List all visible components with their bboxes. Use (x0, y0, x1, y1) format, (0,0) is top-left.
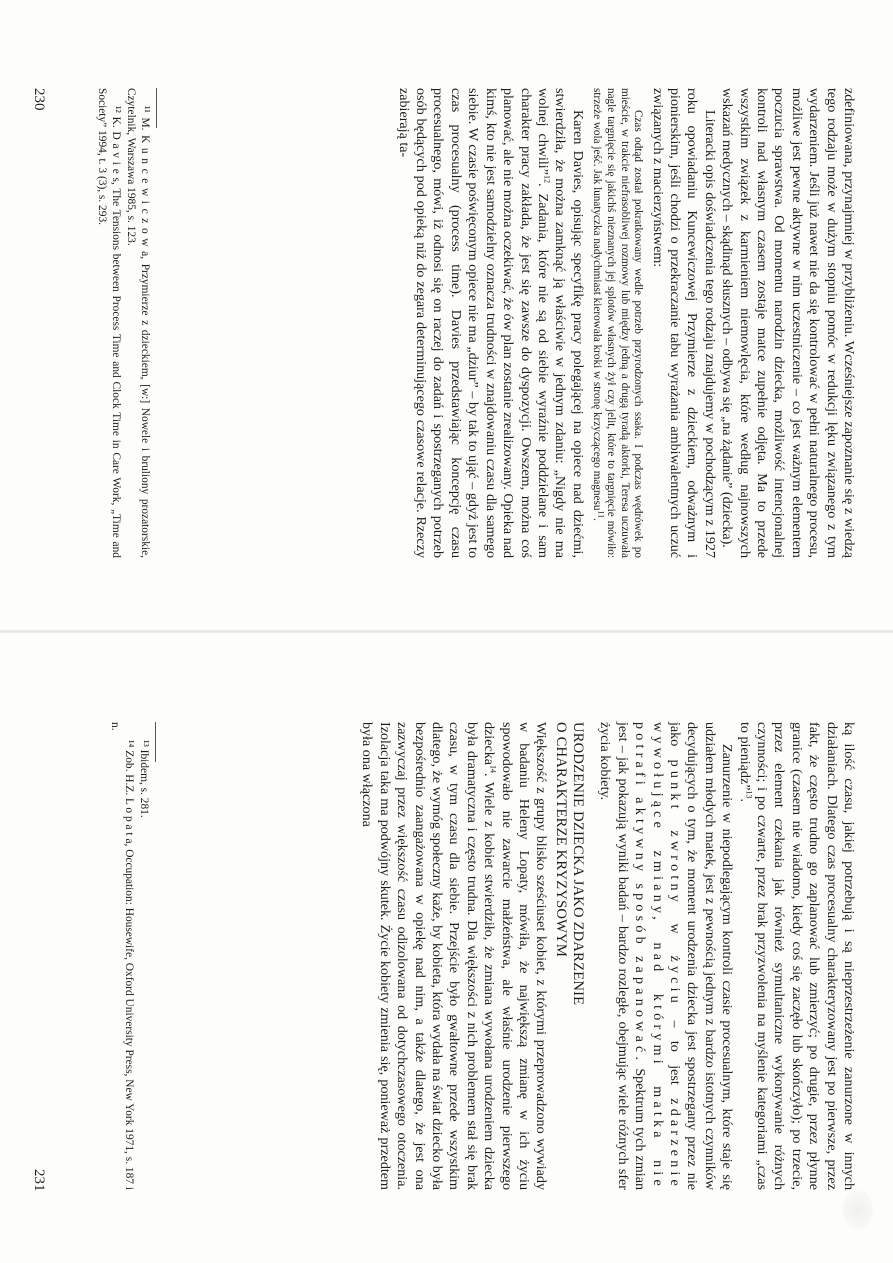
footnote-14: ¹⁴ Zob. H.Z. L o p a t a, Occupation: Housewife, Oxford University Press, New York 1971, s. 187 i n. (109, 722, 135, 1190)
right-paragraph-2-b: – to jest (666, 1020, 683, 1085)
right-page-body (358, 722, 857, 1190)
footnote-11: ¹¹ M. K u n c e w i c z o w a, Przymierze z dzieckiem, [w:] Nowele i bruliony prozatorskie, Czytelnik, Warszawa 1985, s. 123. (125, 88, 151, 558)
footnote-ref-14: 14 (488, 765, 498, 774)
footnote-rule (156, 88, 157, 128)
footnote-rule (155, 722, 156, 762)
footnote-ref-12: 12 (542, 174, 552, 183)
right-footnotes (107, 722, 166, 1190)
left-paragraph-3-part1: Karen Davies, opisując specyfikę pracy polegającej na opiece nad dziećmi, stwierdziła, że można zamknąć ją właściwie w jednym zdaniu: „Nigdy nie ma wolnej chwili” (534, 88, 586, 558)
right-paragraph-2-c: Spektrum tych zmian jest – jak pokazują wyniki badań – bardzo rozległe, obejmując wiele różnych sfer życia kobiety. (597, 722, 649, 1190)
left-paragraph-3 (394, 88, 585, 558)
page-number-left: 230 (31, 88, 47, 111)
section-heading-line-1: URODZENIE DZIECKA JAKO ZDARZENIE (569, 722, 586, 1006)
left-paragraph-1: zdefiniowana, przynajmniej w przybliżeniu. Wcześniejsze zapoznanie się z wiedzą tego rodzaju może w dużym stopniu pomóc w redukcji lęku związanego z tym wydarzeniem. Jeśli już nawet nie da się kontrolować w pełni naturalnego procesu, możliwe jest pewne aktywne w nim uczestniczenie – co jest ważnym elementem poczucia sprawstwa. Od momentu narodzin dziecka, możliwość intencjonalnej kontroli nad własnym czasem zostaje matce zupełnie odjęta. Ma to przede wszystkim związek z karmieniem niemowlęcia, które według najnowszych wskazań medycznych – skądinąd słusznych – odbywa się „na żądanie” (dziecka). (719, 88, 857, 558)
block-quote-text: Czas odtąd został pokratkowany wedle potrzeb przyrodzonych ssaka. I podczas wędrówek po mieście, w trakcie niefrasobliwej rozmowy lub między jedną a drugą tyradą aktorki, Teresa uczuwała nagle targnięcie się jakichś nieznanych jej splotów własnych żył czy jelit, które to targnięcie mówiło: strzeże wola jeść. Jak lunatyczka nadychmiast kierowała kroki w stronę krzyczącego magnesu (591, 88, 645, 558)
emphasis-turning-point: punkt zwrotny w życiu (666, 759, 683, 1008)
left-paragraph-2: Literacki opis doświadczenia tego rodzaju znajdujemy w pochodzącym z 1927 roku opowiadaniu Kuncewiczowej Przymierze z dzieckiem, odważnym i pionierskim, jeśli chodzi o przekraczanie tabu wyrażania ambiwalentnych uczuć związanych z macierzyństwem: (649, 88, 718, 558)
footnote-12: ¹² K. D a v i e s, The Tensions between Process Time and Clock Time in Care Work, „Time and Society” 1994, t. 3 (3), s. 293. (96, 88, 122, 558)
footnote-ref-13: 13 (744, 790, 754, 799)
right-paragraph-2 (596, 722, 735, 1190)
footnote-ref-11: 11 (597, 510, 607, 519)
right-paragraph-3 (358, 722, 549, 1190)
right-paragraph-1-text: ką ilość czasu, jakiej potrzebują i są nieprzestrzeżenie zanurzone w innych działaniach. Dlatego czas procesualny charakteryzowany jest po pierwsze, przez fakt, że często trudno go zaplanować lub zmierzyć; po drugie, przez płynne granice (czasem nie wiadomo, kiedy coś się zaczęło lub skończyło); po trzecie, przez element czekania jak również symultaniczne wykonywanie różnych czynności; i po czwarte, przez brak przyzwolenia na myślenie kategoriami „czas to pieniądz” (736, 722, 857, 1190)
right-paragraph-2-a: Zanurzenie w niepodlegającym kontroli czasie procesualnym, które staje się udziałem młodych matek, jest z pewnością jednym z bardzo istotnych czynników decydujących o tym, że moment urodzenia dziecka jest spostrzegany przez nie jako (666, 722, 736, 1190)
page-number-right: 231 (31, 1169, 47, 1192)
right-paragraph-3-part2: . Wiele z kobiet stwierdziło, że zmiana wywołana urodzeniem dziecka była dramatyczna i często trudna. Dla większości z nich problemem stał się brak czasu, w tym czasu dla siebie. Przejście było gwałtowne przede wszystkim dlatego, że wymóg społeczny każe, by kobieta, która wydała na świat dziecko była bezpośrednio zaangażowana w opiekę nad nim, a także dlatego, że jest ona zazwyczaj przez większość czasu odizolowana od dotychczasowego otoczenia. Izolacja taka ma podwójny skutek. Życie kobiety zmienia się, ponieważ przedtem była ona włączona (359, 722, 498, 1190)
left-footnotes (94, 88, 167, 558)
section-heading (552, 722, 586, 1190)
section-heading-line-2: O CHARAKTERZE KRYZYSOWYM (552, 722, 569, 958)
left-page-body (394, 88, 857, 558)
block-quote: Czas odtąd został pokratkowany wedle potrzeb przyrodzonych ssaka. I podczas wędrówek po mieście, w trakcie niefrasobliwej rozmowy lub między jedną a drugą tyradą aktorki, Teresa uczuwała nagle targnięcie się jakichś nieznanych jej splotów własnych żył czy jelit, które to targnięcie mówiło: strzeże wola jeść. Jak lunatyczka nadychmiast kierowała kroki w stronę krzyczącego magnesu$^{11}$. (591, 88, 645, 558)
right-paragraph-1: ką ilość czasu, jakiej potrzebują i są nieprzestrzeżenie zanurzone w innych działaniach. Dlatego czas procesualny charakteryzowany jest po pierwsze, przez fakt, że często trudno go zaplanować lub zmierzyć; po drugie, przez płynne granice (czasem nie wiadomo, kiedy coś się zaczęło lub skończyło); po trzecie, przez element czekania jak również symultaniczne wykonywanie różnych czynności; i po czwarte, przez brak przyzwolenia na myślenie kategoriami „czas to pieniądz”$^{13}$. (736, 722, 857, 1190)
left-page (0, 0, 893, 631)
footnote-13: ¹³ Ibidem, s. 281. (138, 740, 150, 818)
right-page (0, 632, 893, 1263)
left-paragraph-3-part2: . Zadania, które nie są od siebie wyraźnie poddzielane i sam charakter pracy zakłada, że jest się zawsze do dyspozycji. Owszem, można coś planować, ale nie można oczekiwać, że ów plan zostanie zrealizowany. Opieka nad kimś, kto nie jest samodzielny oznacza trudności w znajdowaniu czasu dla samego siebie. W czasie poświęconym opiece nie ma „dziur” – by tak to ująć – gdyż jest to czas procesualny (process time). Davies przedstawiając koncepcję czasu procesualnego, mówi, iż odnosi się on raczej do zadań i spostrzeganych potrzeb osób będących pod opieką niż do zegara determinującego czasowe relacje. Rzeczy zabierają ta- (395, 88, 551, 558)
emphasis-event: zdarzenie wywołujące zmiany, nad którymi matka nie potrafi aktywny sposób zapanować. (632, 722, 683, 1191)
right-paragraph-3-part1: Większość z grupy blisko sześciuset kobiet, z którymi przeprowadzono wywiady w badaniu Heleny Lopaty, mówiła, że największą zmianę w ich życiu spowodowało nie zawarcie małżeństwa, ale właśnie urodzenie pierwszego dziecka (481, 722, 550, 1190)
